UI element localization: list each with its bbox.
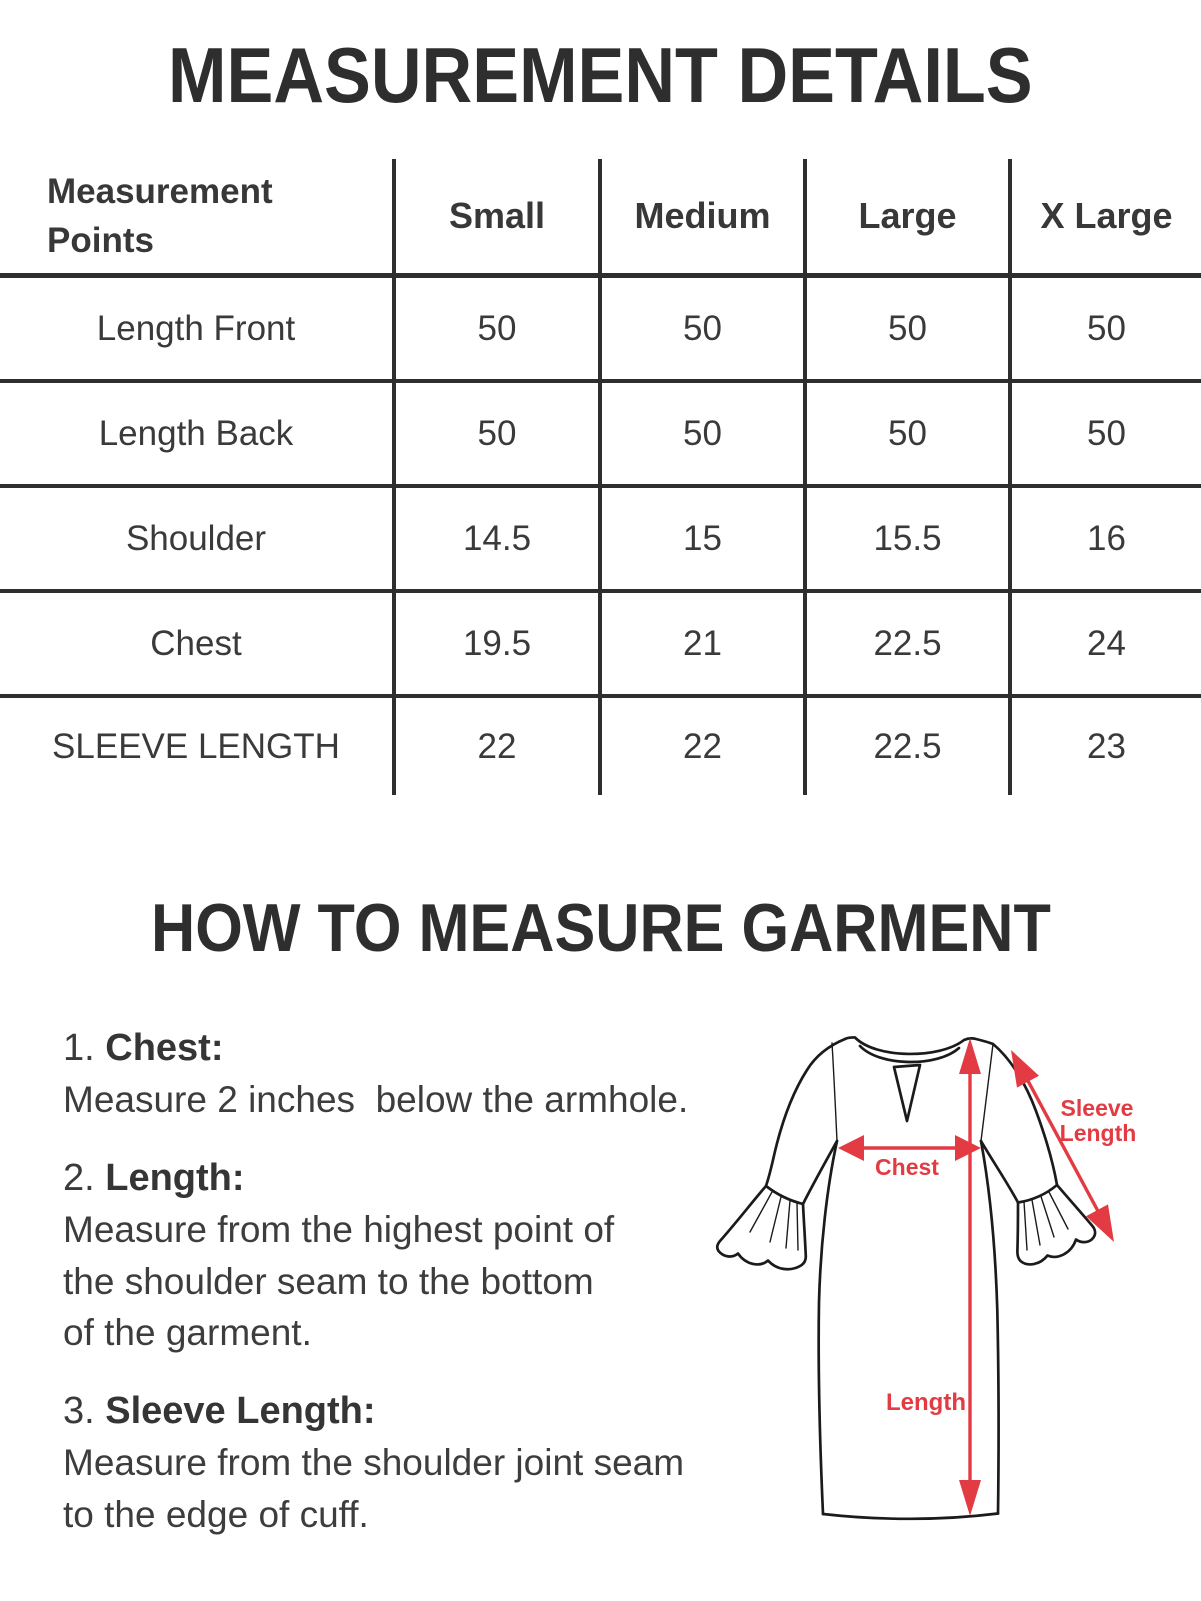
row-label: Chest <box>0 591 394 696</box>
cell-value: 24 <box>1010 591 1201 696</box>
cell-value: 50 <box>600 381 805 486</box>
cell-value: 19.5 <box>394 591 600 696</box>
table-row <box>0 381 1201 486</box>
instruction-line: to the edge of cuff. <box>63 1493 369 1535</box>
chest-label: Chest <box>875 1154 939 1180</box>
cell-value: 22 <box>394 696 600 795</box>
column-header-medium: Medium <box>600 159 805 276</box>
cell-value: 50 <box>600 276 805 382</box>
table-row <box>0 591 1201 696</box>
instruction-number: 2. <box>63 1157 106 1199</box>
cell-value: 16 <box>1010 486 1201 591</box>
instruction-line: Measure 2 inches below the armhole. <box>63 1079 689 1120</box>
table-row <box>0 276 1201 382</box>
cell-value: 50 <box>805 381 1010 486</box>
sleeve-length-label-line2: Length <box>1059 1120 1137 1146</box>
instruction-line: Measure from the highest point of <box>63 1209 615 1250</box>
cell-value: 15 <box>600 486 805 591</box>
column-header-large: Large <box>805 159 1010 276</box>
dress-outline <box>717 1037 1095 1518</box>
sleeve-length-arrow <box>1011 1050 1114 1242</box>
cell-value: 15.5 <box>805 486 1010 591</box>
length-label: Length <box>886 1389 966 1416</box>
cell-value: 50 <box>1010 276 1201 382</box>
instruction-label: Chest: <box>105 1027 224 1069</box>
instruction-label: Length: <box>105 1157 245 1199</box>
header-line-2: Points <box>47 221 154 260</box>
cell-value: 50 <box>1010 381 1201 486</box>
page-title <box>0 30 1201 121</box>
row-label: Length Front <box>0 276 394 382</box>
v-notch <box>894 1065 920 1121</box>
instruction-heading <box>63 1152 614 1204</box>
column-header-measurement-points <box>0 159 394 276</box>
cell-value: 23 <box>1010 696 1201 795</box>
sleeve-length-label-line1: Sleeve <box>1060 1095 1134 1121</box>
column-header-small: Small <box>394 159 600 276</box>
table-row <box>0 696 1201 795</box>
cell-value: 22.5 <box>805 591 1010 696</box>
garment-diagram <box>680 1010 1201 1570</box>
column-header-x-large: X Large <box>1010 159 1201 276</box>
how-to-title-text: HOW TO MEASURE GARMENT <box>150 890 1051 966</box>
cell-value: 22.5 <box>805 696 1010 795</box>
instruction-line: the shoulder seam to the bottom <box>63 1260 594 1302</box>
cell-value: 22 <box>600 696 805 795</box>
row-label: Length Back <box>0 381 394 486</box>
cell-value: 21 <box>600 591 805 696</box>
row-label: SLEEVE LENGTH <box>52 726 340 766</box>
cell-value: 50 <box>394 381 600 486</box>
instruction-item <box>63 1022 688 1126</box>
instruction-heading <box>63 1022 688 1074</box>
measurement-table <box>0 159 1201 795</box>
instruction-label: Sleeve Length: <box>105 1390 376 1432</box>
instruction-item <box>63 1152 614 1359</box>
instruction-number: 3. <box>63 1390 106 1432</box>
how-to-title <box>0 889 1201 967</box>
length-arrow <box>959 1038 981 1516</box>
instruction-heading <box>63 1385 684 1437</box>
instruction-line: Measure from the shoulder joint seam <box>63 1442 685 1483</box>
cell-value: 50 <box>394 276 600 382</box>
cell-value: 50 <box>805 276 1010 382</box>
header-line-1: Measurement <box>47 172 273 211</box>
page-title-text: MEASUREMENT DETAILS <box>168 31 1033 119</box>
row-label: Shoulder <box>0 486 394 591</box>
table-row <box>0 486 1201 591</box>
instruction-number: 1. <box>63 1027 106 1069</box>
instruction-item <box>63 1385 684 1540</box>
instruction-line: of the garment. <box>63 1312 312 1353</box>
cell-value: 14.5 <box>394 486 600 591</box>
table-header-row <box>0 159 1201 276</box>
